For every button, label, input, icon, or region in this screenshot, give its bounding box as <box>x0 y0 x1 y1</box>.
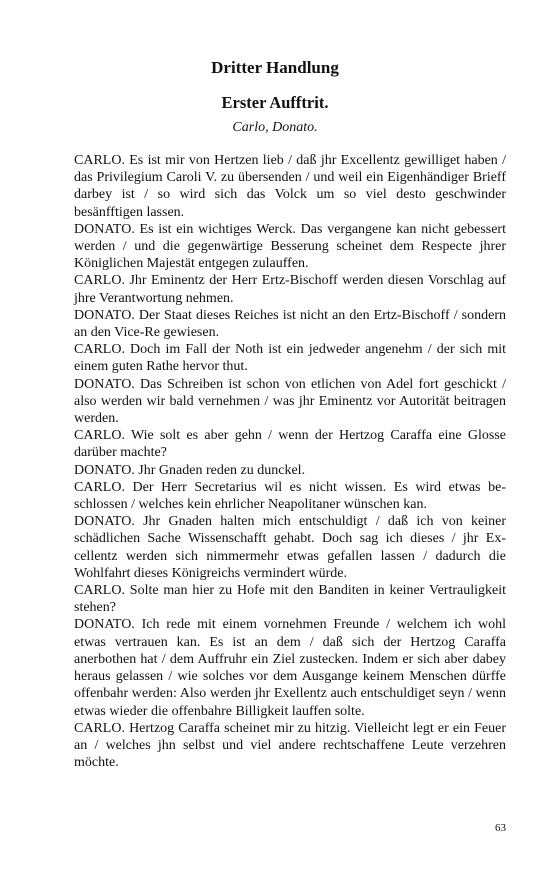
speech-paragraph: CARLO. Wie solt es aber gehn / wenn der Hertzog Caraffa eine Glosse darüber machte? <box>74 428 506 461</box>
speech-paragraph: DONATO. Es ist ein wichtiges Werck. Das vergangene kan nicht gebessert werden / und die gegenwärtige Besserung scheinet dem Respecte jhrer Königlichen Majestät entgegen zulauffen. <box>74 221 506 272</box>
act-title: Dritter Handlung <box>211 58 339 77</box>
speech-paragraph: CARLO. Doch im Fall der Noth ist ein jedweder angenehm / der sich mit einem guten Rathe hervor thut. <box>74 342 506 375</box>
speech-paragraph: CARLO. Es ist mir von Hertzen lieb / daß jhr Excellentz gewilliget haben / das Privilegium Caroli V. zu übersenden / und weil ein Eigenhändiger Brieff darbey ist / so wird sich das Volck um so viel desto geschwinder besänfftigen lassen. <box>74 153 506 220</box>
speech-paragraph: DONATO. Jhr Gnaden halten mich entschuldigt / daß ich von keiner schädlichen Sache Wissenschafft gehabt. Doch sag ich dieses / jhr Excellentz werden sich nimmermehr etwas gefallen lassen / dadurch die Wohlfahrt dieses Königreichs vermindert würde. <box>74 514 506 581</box>
speech-paragraph: CARLO. Hertzog Caraffa scheinet mir zu hitzig. Vielleicht legt er ein Feuer an / welches jhn selbst und viel andere rechtschaffene Leute verzehren möchte. <box>74 720 506 771</box>
speech-paragraph: CARLO. Solte man hier zu Hofe mit den Banditen in keiner Vertrauligkeit stehen? <box>74 583 506 616</box>
speech-paragraph: CARLO. Jhr Eminentz der Herr Ertz-Bischoff werden diesen Vorschlag auf jhre Verantwortung nehmen. <box>74 273 506 306</box>
dramatis-personae: Carlo, Donato. <box>232 120 318 135</box>
speech-paragraph: CARLO. Der Herr Secretarius wil es nicht wissen. Es wird etwas beschlossen / welches kein ehrlicher Neapolitaner wünschen kan. <box>74 479 506 513</box>
speech-paragraph: DONATO. Das Schreiben ist schon von etlichen von Adel fort geschickt / also werden wir bald vernehmen / was jhr Eminentz vor Autorität beitragen werden. <box>74 376 506 427</box>
page-number: 63 <box>495 822 506 834</box>
speech-paragraph: DONATO. Der Staat dieses Reiches ist nicht an den Ertz-Bischoff / sondern an den Vice-Re gewiesen. <box>74 307 506 341</box>
speech-paragraph: DONATO. Ich rede mit einem vornehmen Freunde / welchem ich wohl etwas vertrauen kan. Es ist an dem / daß sich der Hertzog Caraffa anerbothen hat / dem Auffruhr ein Ziel zustecken. Indem er sich aber dabey heraus gelassen / wie solches vor dem Ausgange keinem Menschen dürffe offenbahr werden: Also werden jhr Exellentz auch entschuldiget seyn / wenn etwas wieder die offenbahre Billigkeit lauffen solte. <box>74 617 506 719</box>
speech-paragraph: DONATO. Jhr Gnaden reden zu dunckel. <box>74 462 306 478</box>
dialogue-text <box>74 152 506 771</box>
scene-title: Erster Aufftrit. <box>221 93 329 112</box>
